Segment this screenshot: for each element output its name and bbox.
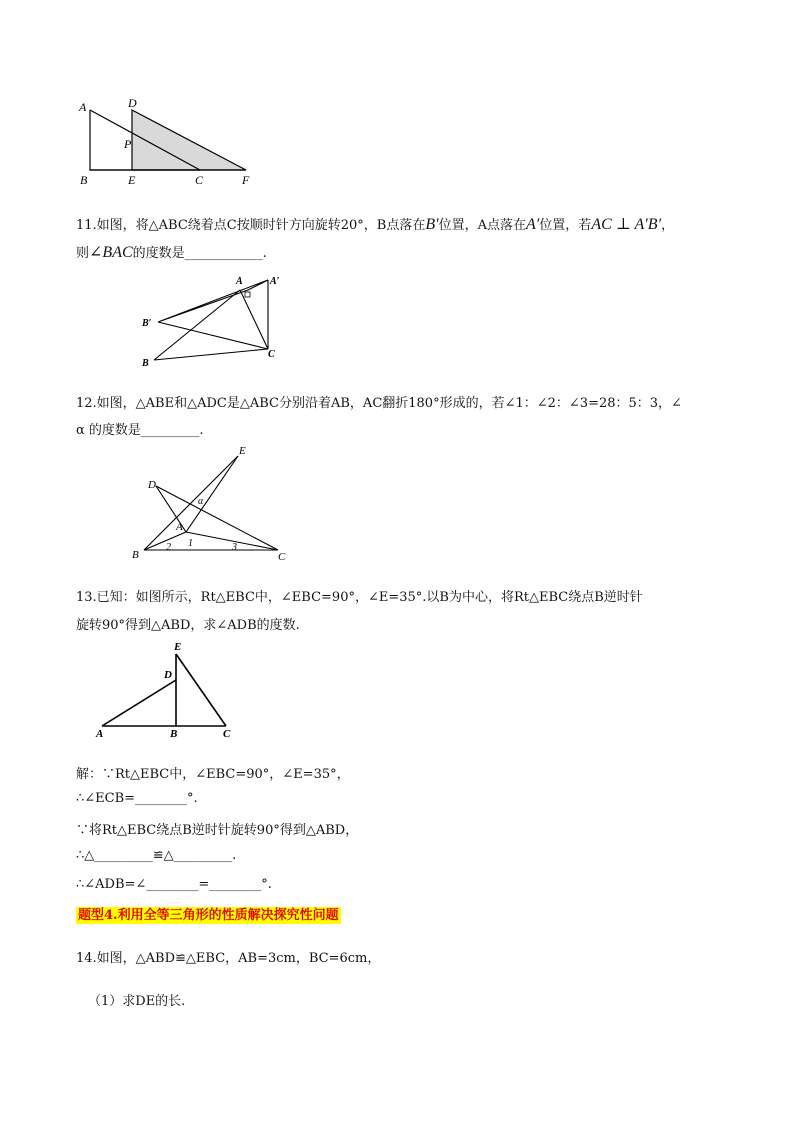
q13-line2: 旋转90°得到△ABD，求∠ADB的度数. bbox=[76, 618, 300, 633]
label-A: A bbox=[79, 100, 87, 114]
label-B: B bbox=[80, 173, 88, 187]
section-heading: 题型4.利用全等三角形的性质解决探究性问题 bbox=[78, 908, 339, 923]
label-2: 2 bbox=[166, 542, 171, 553]
label-B: B bbox=[142, 358, 149, 369]
q14-part1: （1）求DE的长. bbox=[88, 994, 186, 1009]
solution-line-2: ∴∠ECB=________°. bbox=[76, 791, 198, 806]
label-A: A bbox=[176, 521, 183, 533]
label-B: B bbox=[132, 549, 139, 561]
q13-line1: 13.已知：如图所示，Rt△EBC中，∠EBC=90°，∠E=35°.以B为中心，将Rt△EBC绕点B逆时针 bbox=[76, 590, 643, 605]
figure-q11 bbox=[136, 270, 296, 370]
shaded-triangle-def bbox=[132, 110, 246, 170]
label-C: C bbox=[268, 349, 275, 360]
figure-q13 bbox=[90, 640, 240, 740]
label-E: E bbox=[128, 173, 136, 187]
label-E: E bbox=[174, 641, 182, 653]
solution-line-1: 解：∵Rt△EBC中，∠EBC=90°，∠E=35°， bbox=[76, 767, 350, 782]
label-B-prime: B′ bbox=[142, 318, 152, 329]
math-condition: AC ⊥ A′B′ bbox=[591, 216, 662, 233]
q12-line2: α 的度数是_________. bbox=[76, 423, 204, 438]
label-alpha: α bbox=[198, 496, 204, 507]
label-D: D bbox=[164, 669, 172, 681]
label-A-prime: A′ bbox=[270, 276, 280, 287]
label-B: B bbox=[170, 728, 178, 740]
label-1: 1 bbox=[188, 538, 193, 549]
label-A: A bbox=[96, 728, 104, 740]
label-C: C bbox=[195, 173, 204, 187]
q12-line1: 12.如图，△ABE和△ADC是△ABC分别沿着AB，AC翻折180°形成的，若∠1：∠2：∠3=28：5：3，∠ bbox=[76, 396, 682, 411]
solution-line-4: ∴△_________≌△_________. bbox=[76, 848, 237, 863]
solution-line-5: ∴∠ADB=∠________=________°. bbox=[76, 877, 272, 892]
math-b-prime: B′ bbox=[425, 216, 439, 233]
label-C: C bbox=[278, 551, 286, 562]
label-F: F bbox=[242, 173, 250, 187]
figure-q12 bbox=[126, 442, 296, 562]
solution-line-3: ∵将Rt△EBC绕点B逆时针旋转90°得到△ABD， bbox=[76, 823, 359, 838]
label-C: C bbox=[223, 728, 231, 740]
math-angle-bac: ∠BAC bbox=[89, 244, 133, 261]
label-D: D bbox=[128, 96, 137, 110]
label-E: E bbox=[239, 445, 246, 457]
math-a-prime: A′ bbox=[526, 216, 540, 233]
q14-line1: 14.如图，△ABD≌△EBC，AB=3cm，BC=6cm， bbox=[76, 951, 381, 966]
label-3: 3 bbox=[232, 542, 237, 553]
q11-line2: 则∠BAC的度数是____________. bbox=[76, 244, 267, 261]
label-P: P bbox=[124, 137, 132, 151]
label-A: A bbox=[236, 276, 243, 287]
q11-line1: 11.如图，将△ABC绕着点C按顺时针方向旋转20°，B点落在B′位置，A点落在A′位置，若AC ⊥ A′B′， bbox=[76, 216, 675, 233]
figure-q10 bbox=[70, 96, 270, 188]
label-D: D bbox=[148, 479, 156, 491]
